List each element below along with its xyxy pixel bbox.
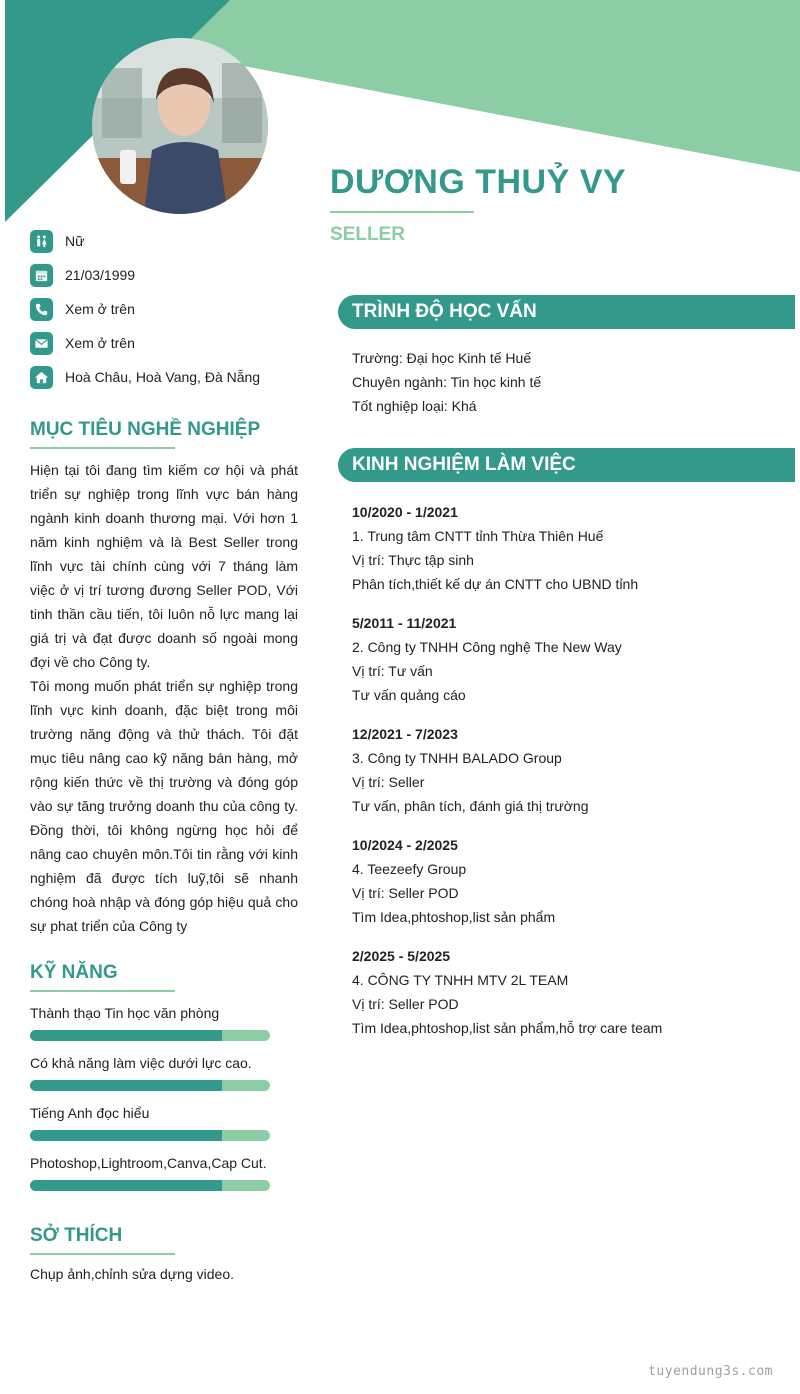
gender-icon: [30, 230, 53, 253]
job-company: 2. Công ty TNHH Công nghệ The New Way: [352, 639, 622, 655]
skill-name: Tiếng Anh đọc hiểu: [30, 1105, 150, 1121]
contact-email: [30, 326, 310, 360]
job-date: 12/2021 - 7/2023: [352, 726, 458, 742]
job-entry: [352, 611, 792, 707]
skill-bar: [30, 1080, 270, 1091]
section-divider: [30, 447, 175, 449]
job-company: 3. Công ty TNHH BALADO Group: [352, 750, 562, 766]
email-icon: [30, 332, 53, 355]
contact-text: 21/03/1999: [65, 267, 136, 283]
skill-name: Thành thạo Tin học văn phòng: [30, 1005, 220, 1021]
job-company: 1. Trung tâm CNTT tỉnh Thừa Thiên Huế: [352, 528, 604, 544]
skill-bar-fill: [30, 1030, 222, 1041]
section-title: SỞ THÍCH: [30, 1225, 123, 1246]
section-title: KỸ NĂNG: [30, 962, 118, 983]
contact-text: Xem ở trên: [65, 335, 135, 351]
skill-item: [30, 1002, 270, 1052]
objective-paragraph: Hiện tại tôi đang tìm kiếm cơ hội và phát triển sự nghiệp trong lĩnh vực bán hàng ngành kinh doanh thương mại. Với hơn 1 năm kinh nghiệm và là Best Seller trong lĩnh vực tài chính cùng với 7 tháng làm việc ở vị trí tương đương Seller POD, Với tinh thần cầu tiến, tôi luôn nỗ lực mang lại giá trị và đạt được doanh số ngoài mong đợi về cho Công ty.: [30, 462, 298, 670]
education-major: Chuyên ngành: Tin học kinh tế: [352, 374, 542, 390]
avatar: [92, 38, 268, 214]
job-position: Vị trí: Seller: [352, 774, 425, 790]
skill-bar-fill: [30, 1130, 222, 1141]
section-divider: [30, 990, 175, 992]
skill-item: [30, 1102, 270, 1152]
contact-phone: [30, 292, 310, 326]
skill-item: [30, 1052, 270, 1102]
skill-bar-fill: [30, 1180, 222, 1191]
job-position: Vị trí: Seller POD: [352, 996, 459, 1012]
section-title: MỤC TIÊU NGHỀ NGHIỆP: [30, 419, 261, 440]
job-date: 2/2025 - 5/2025: [352, 948, 451, 964]
job-position: Vị trí: Thực tập sinh: [352, 552, 474, 568]
education-details: [352, 346, 541, 418]
candidate-role: SELLER: [330, 224, 405, 245]
contact-list: [30, 224, 310, 394]
skill-bar: [30, 1130, 270, 1141]
skill-bar: [30, 1030, 270, 1041]
job-entry: [352, 722, 792, 818]
phone-icon: [30, 298, 53, 321]
skill-bar-fill: [30, 1080, 222, 1091]
contact-text: Xem ở trên: [65, 301, 135, 317]
job-company: 4. CÔNG TY TNHH MTV 2L TEAM: [352, 972, 569, 988]
job-position: Vị trí: Tư vấn: [352, 663, 433, 679]
contact-birthday: [30, 258, 310, 292]
experience-band: KINH NGHIỆM LÀM VIỆC: [338, 448, 795, 482]
contact-text: Nữ: [65, 233, 85, 249]
objective-header: [30, 419, 298, 449]
job-position: Vị trí: Seller POD: [352, 885, 459, 901]
skill-item: [30, 1152, 270, 1202]
profile-photo: [92, 38, 268, 214]
job-description: Tìm Idea,phtoshop,list sản phẩm,hỗ trợ care team: [352, 1020, 663, 1036]
job-description: Tìm Idea,phtoshop,list sản phẩm: [352, 909, 556, 925]
name-divider: [330, 211, 474, 213]
skills-list: [30, 1002, 270, 1202]
candidate-name: DƯƠNG THUỶ VY: [330, 163, 627, 201]
job-entry: [352, 500, 792, 596]
hobbies-text: Chụp ảnh,chỉnh sửa dựng video.: [30, 1266, 234, 1282]
education-school: Trường: Đại học Kinh tế Huế: [352, 350, 532, 366]
education-grade: Tốt nghiệp loại: Khá: [352, 398, 477, 414]
skill-name: Photoshop,Lightroom,Canva,Cap Cut.: [30, 1155, 267, 1171]
contact-text: Hoà Châu, Hoà Vang, Đà Nẵng: [65, 369, 261, 385]
job-date: 10/2020 - 1/2021: [352, 504, 458, 520]
hobbies-header: [30, 1225, 298, 1255]
job-entry: [352, 833, 792, 929]
section-divider: [30, 1253, 175, 1255]
calendar-icon: [30, 264, 53, 287]
education-band: TRÌNH ĐỘ HỌC VẤN: [338, 295, 795, 329]
skills-header: [30, 962, 298, 992]
home-icon: [30, 366, 53, 389]
job-description: Tư vấn, phân tích, đánh giá thị trường: [352, 798, 589, 814]
experience-list: [352, 500, 792, 1055]
skill-name: Có khả năng làm việc dưới lực cao.: [30, 1055, 252, 1071]
job-company: 4. Teezeefy Group: [352, 861, 467, 877]
objective-paragraph: Tôi mong muốn phát triển sự nghiệp trong lĩnh vực kinh doanh, đặc biệt trong môi trường năng động và thử thách. Tôi đặt mục tiêu nâng cao kỹ năng bán hàng, mở rộng kiến thức về thị trường và đóng góp vào sự tăng trưởng doanh thu của công ty. Đồng thời, tôi không ngừng học hỏi để nâng cao chuyên môn.Tôi tin rằng với kinh nghiệm đã được tích luỹ,tôi sẽ nhanh chóng hoà nhập và đóng góp hiệu quả cho sự phat triển của Công ty: [30, 678, 298, 934]
job-description: Tư vấn quảng cáo: [352, 687, 466, 703]
job-entry: [352, 944, 792, 1040]
job-date: 5/2011 - 11/2021: [352, 615, 457, 631]
objective-text: [30, 458, 298, 938]
contact-address: [30, 360, 310, 394]
job-date: 10/2024 - 2/2025: [352, 837, 458, 853]
contact-gender: [30, 224, 310, 258]
job-description: Phân tích,thiết kế dự án CNTT cho UBND tỉnh: [352, 576, 639, 592]
watermark: tuyendung3s.com: [648, 1364, 773, 1379]
skill-bar: [30, 1180, 270, 1191]
